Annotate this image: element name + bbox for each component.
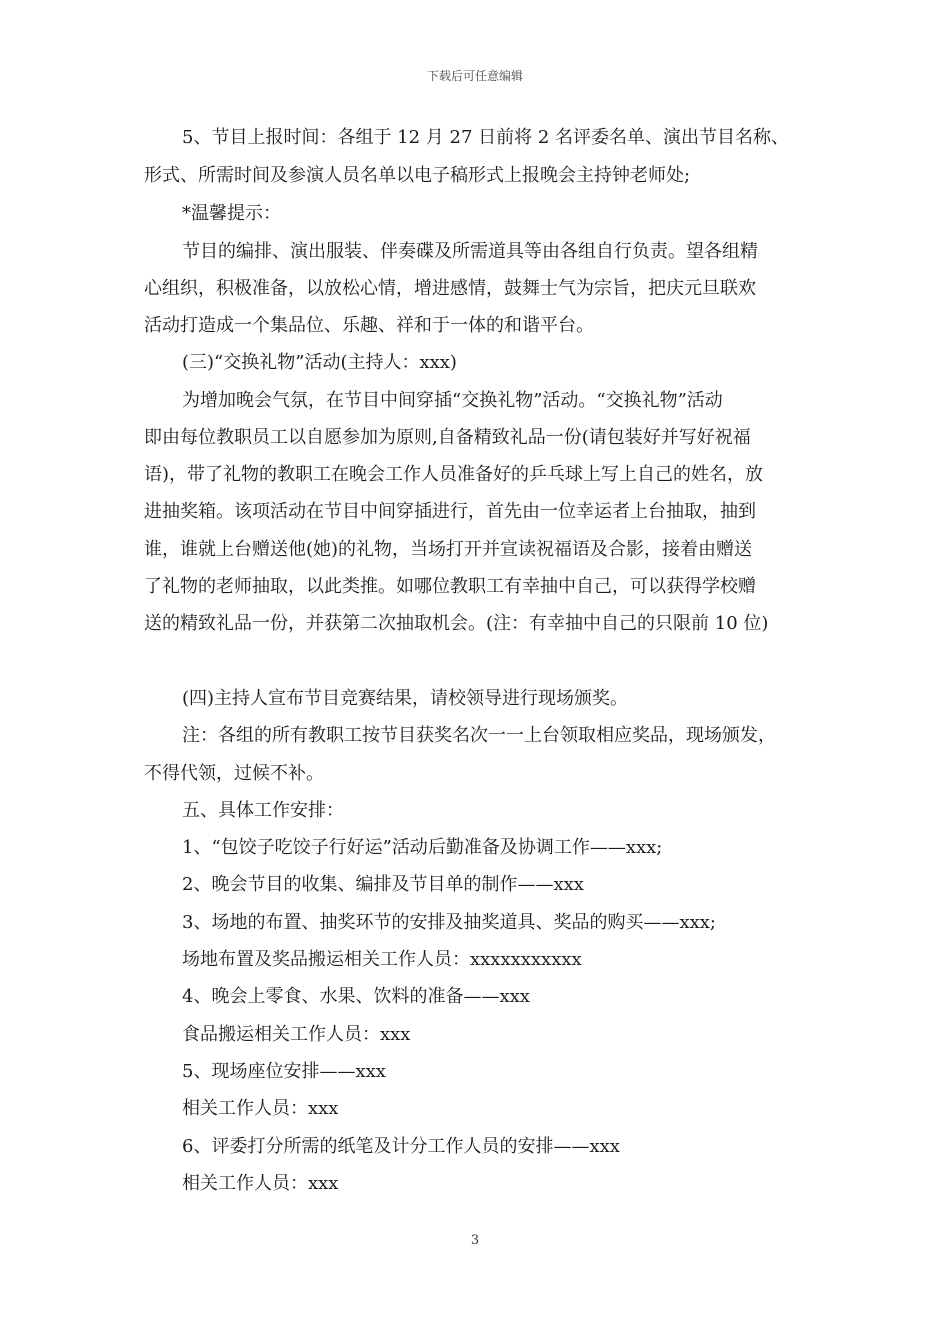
text-line: 即由每位教职员工以自愿参加为原则,自备精致礼品一份(请包装好并写好祝福 bbox=[144, 427, 751, 448]
text-line: (三)“交换礼物”活动(主持人：xxx) bbox=[182, 352, 457, 373]
text-line: 送的精致礼品一份，并获第二次抽取机会。(注：有幸抽中自己的只限前 10 位) bbox=[144, 613, 769, 634]
text-line: 6、评委打分所需的纸笔及计分工作人员的安排——xxx bbox=[182, 1136, 620, 1157]
text-line: 心组织，积极准备，以放松心情，增进感情，鼓舞士气为宗旨，把庆元旦联欢 bbox=[144, 278, 756, 299]
text-line: 4、晚会上零食、水果、饮料的准备——xxx bbox=[182, 986, 530, 1007]
text-line: 场地布置及奖品搬运相关工作人员：xxxxxxxxxxx bbox=[182, 949, 582, 970]
page-header-note: 下载后可任意编辑 bbox=[426, 69, 523, 83]
text-line: 食品搬运相关工作人员：xxx bbox=[182, 1024, 411, 1045]
text-line: *温馨提示： bbox=[182, 203, 281, 224]
text-line: 五、具体工作安排： bbox=[182, 800, 344, 821]
text-line: (四)主持人宣布节目竞赛结果，请校领导进行现场颁奖。 bbox=[182, 688, 629, 709]
text-line: 为增加晚会气氛，在节目中间穿插“交换礼物”活动。“交换礼物”活动 bbox=[182, 390, 723, 411]
text-line: 了礼物的老师抽取，以此类推。如哪位教职工有幸抽中自己，可以获得学校赠 bbox=[144, 576, 756, 597]
text-line: 节目的编排、演出服装、伴奏碟及所需道具等由各组自行负责。望各组精 bbox=[182, 241, 758, 262]
text-line: 形式、所需时间及参演人员名单以电子稿形式上报晚会主持钟老师处; bbox=[144, 165, 691, 186]
page-number: 3 bbox=[470, 1233, 480, 1248]
text-line: 活动打造成一个集品位、乐趣、祥和于一体的和谐平台。 bbox=[144, 315, 594, 336]
text-line: 不得代领，过候不补。 bbox=[144, 763, 324, 784]
text-line: 1、“包饺子吃饺子行好运”活动后勤准备及协调工作——xxx; bbox=[182, 837, 663, 858]
text-line: 相关工作人员：xxx bbox=[182, 1098, 339, 1119]
text-line: 进抽奖箱。该项活动在节目中间穿插进行，首先由一位幸运者上台抽取，抽到 bbox=[144, 501, 756, 522]
text-line: 相关工作人员：xxx bbox=[182, 1173, 339, 1194]
text-line: 5、节目上报时间：各组于 12 月 27 日前将 2 名评委名单、演出节目名称、 bbox=[182, 127, 790, 148]
text-line: 2、晚会节目的收集、编排及节目单的制作——xxx bbox=[182, 874, 584, 895]
text-line: 注：各组的所有教职工按节目获奖名次一一上台领取相应奖品，现场颁发， bbox=[182, 725, 776, 746]
text-line: 5、现场座位安排——xxx bbox=[182, 1061, 386, 1082]
text-line: 语)，带了礼物的教职工在晚会工作人员准备好的乒乓球上写上自己的姓名，放 bbox=[144, 464, 764, 485]
text-line: 3、场地的布置、抽奖环节的安排及抽奖道具、奖品的购买——xxx; bbox=[182, 912, 716, 933]
text-line: 谁，谁就上台赠送他(她)的礼物，当场打开并宣读祝福语及合影，接着由赠送 bbox=[144, 539, 753, 560]
